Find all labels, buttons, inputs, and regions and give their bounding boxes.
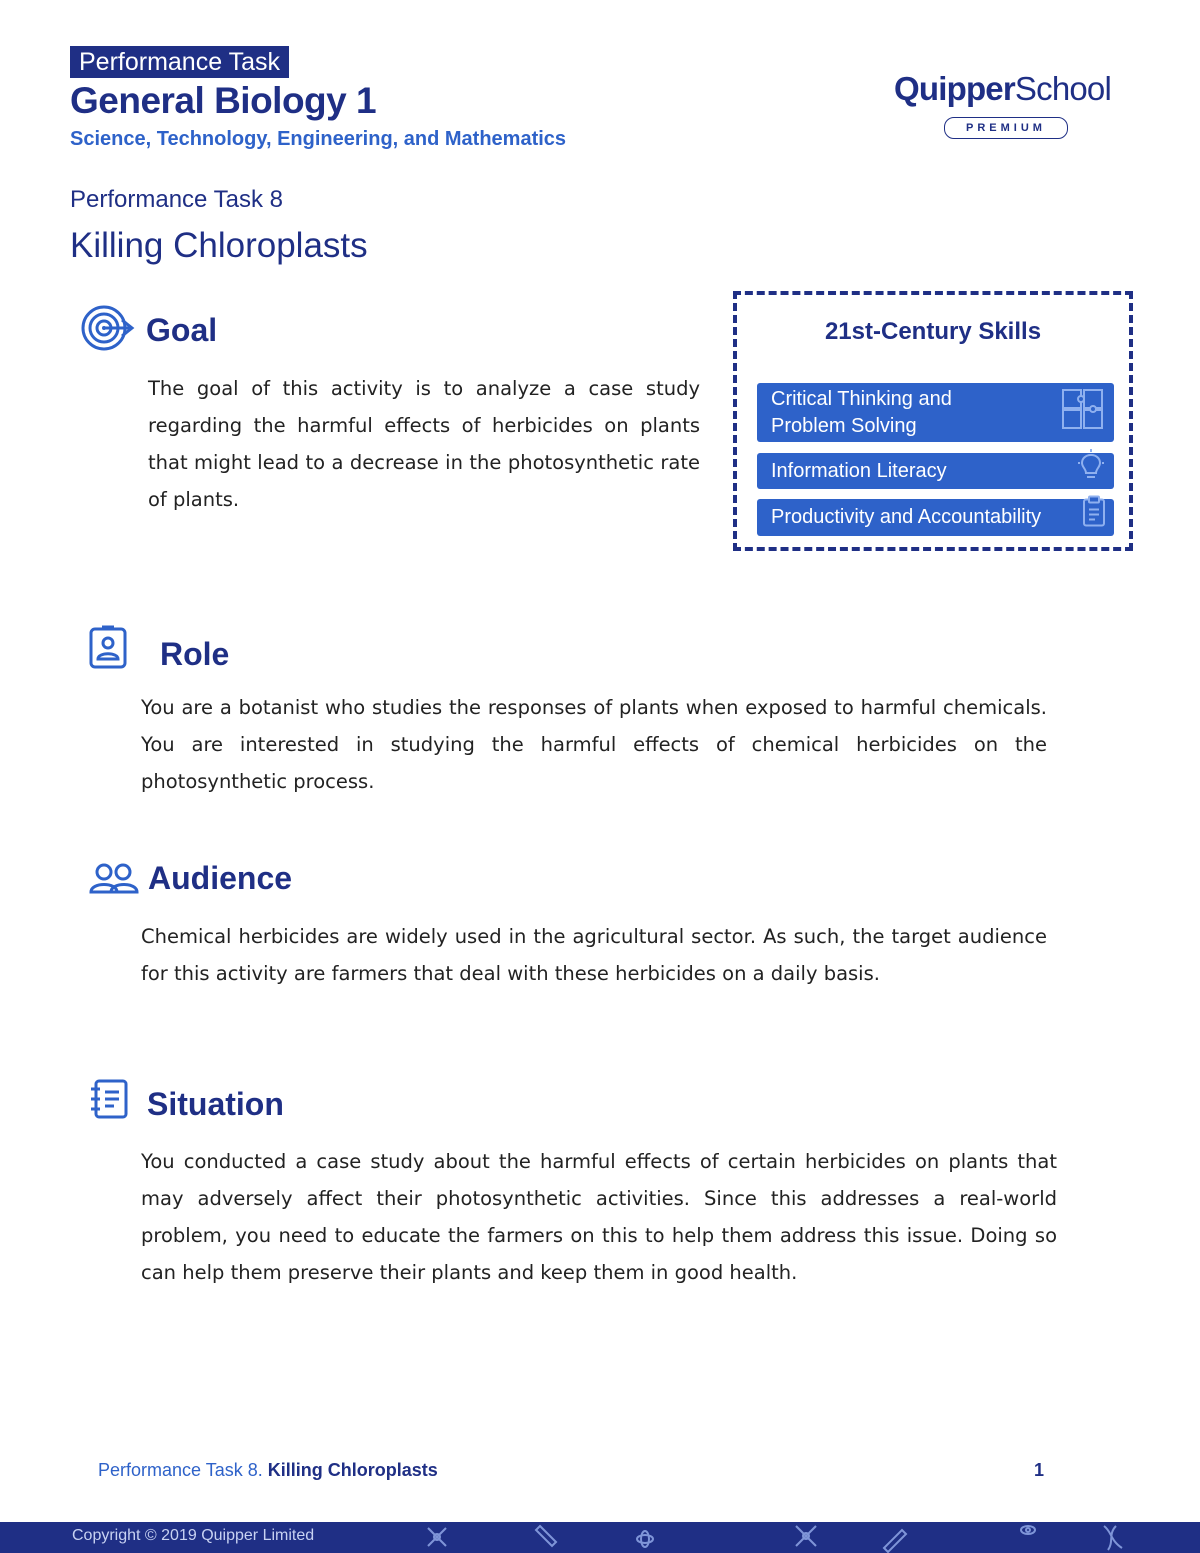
footer-prefix: Performance Task 8. <box>98 1460 263 1480</box>
skill-label: Productivity and Accountability <box>771 506 1042 528</box>
puzzle-icon <box>1060 387 1106 439</box>
footer-title <box>98 1460 438 1481</box>
document-type-label: Performance Task <box>70 46 289 78</box>
logo-school-text: School <box>1014 70 1112 107</box>
logo-quipper-text: Quipper <box>894 70 1015 107</box>
pencil-icon <box>884 1530 906 1552</box>
skill-information-literacy <box>757 453 1114 489</box>
molecule-icon <box>428 1528 446 1546</box>
task-number: Performance Task 8 <box>70 186 283 213</box>
task-title: Killing Chloroplasts <box>70 226 368 265</box>
skill-productivity <box>757 499 1114 536</box>
atom-icon <box>637 1531 653 1547</box>
audience-heading: Audience <box>148 860 293 896</box>
role-heading: Role <box>160 636 230 672</box>
goal-text: The goal of this activity is to analyze a case study regarding the harmful effects of herbicides on plants that might lead to a decrease in the photosynthetic rate of plants. <box>148 377 700 511</box>
copyright-text: Copyright © 2019 Quipper Limited <box>72 1527 315 1544</box>
logo-premium-badge: PREMIUM <box>944 117 1068 139</box>
situation-heading: Situation <box>147 1086 284 1122</box>
skill-critical-thinking <box>757 383 1114 442</box>
situation-text: You conducted a case study about the harmful effects of certain herbicides on plants that may adversely affect their photosynthetic activities. Since this addresses a real-world problem, you need to educate the farmers on this to help them address this issue. Doing so can help them preserve their plants and keep them in good health. <box>141 1150 1057 1284</box>
role-text: You are a botanist who studies the responses of plants when exposed to harmful chemicals. You are interested in studying the harmful effects of chemical herbicides on the photosynthetic process. <box>141 696 1047 793</box>
course-title: General Biology 1 <box>70 80 377 121</box>
molecule-icon <box>796 1526 816 1546</box>
clipboard-icon <box>1082 495 1106 540</box>
page-number: 1 <box>1034 1460 1045 1480</box>
skills-title: 21st-Century Skills <box>824 318 1042 345</box>
audience-text: Chemical herbicides are widely used in the agricultural sector. As such, the target audience for this activity are farmers that deal with these herbicides on a daily basis. <box>141 925 1047 985</box>
notepad-icon <box>88 1078 144 1130</box>
skill-label: Critical Thinking and Problem Solving <box>771 388 952 437</box>
quipper-school-logo <box>894 70 1111 108</box>
test-tube-icon <box>536 1526 556 1546</box>
goal-heading: Goal <box>146 312 218 348</box>
footer-task-title: Killing Chloroplasts <box>267 1460 438 1480</box>
target-icon <box>80 304 136 356</box>
dna-icon <box>1104 1526 1122 1550</box>
lightbulb-icon <box>1076 449 1106 493</box>
eye-icon <box>1021 1526 1035 1534</box>
people-icon <box>89 862 145 914</box>
skill-label: Information Literacy <box>771 460 947 482</box>
id-badge-icon <box>88 624 144 676</box>
strand-subtitle: Science, Technology, Engineering, and Mathematics <box>70 128 567 150</box>
